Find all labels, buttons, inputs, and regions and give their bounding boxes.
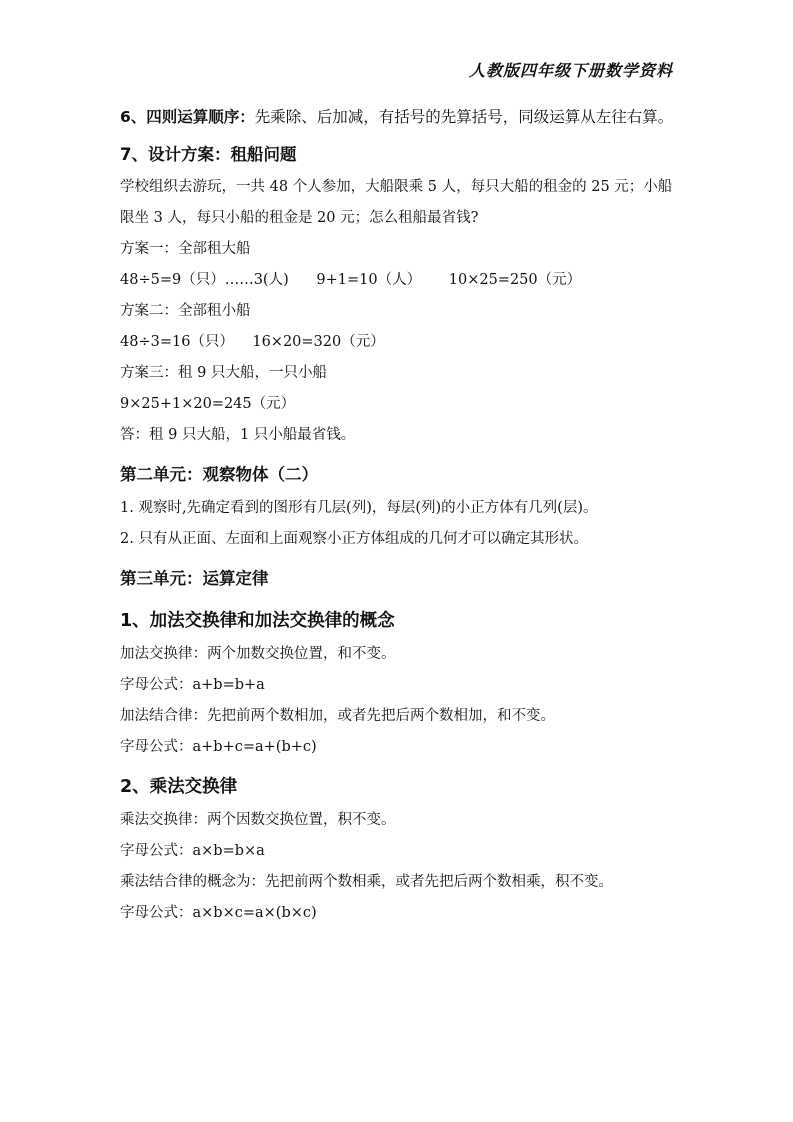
plan-3-label: 方案三：租 9 只大船，一只小船 [120, 365, 327, 381]
section-7-answer: 答：租 9 只大船，1 只小船最省钱。 [120, 427, 356, 443]
addition-commutative-law: 加法交换律：两个加数交换位置，和不变。 [120, 646, 396, 662]
unit-2-item: 2. 只有从正面、左面和上面观察小正方体组成的几何才可以确定其形状。 [120, 531, 588, 547]
multiplication-commutative-law: 乘法交换律：两个因数交换位置，积不变。 [120, 812, 396, 828]
plan-2-label: 方案二：全部租小船 [120, 303, 251, 319]
addition-associative-formula: 字母公式：a+b+c=a+(b+c) [120, 739, 317, 755]
page-header: 人教版四年级下册数学资料 [468, 61, 673, 80]
addition-associative-law: 加法结合律：先把前两个数相加，或者先把后两个数相加，和不变。 [120, 708, 555, 724]
multiplication-commutative-formula: 字母公式：a×b=b×a [120, 843, 265, 859]
document-body [120, 100, 676, 929]
section-7-title: 7、设计方案：租船问题 [120, 145, 297, 164]
section-7-problem: 学校组织去游玩，一共 48 个人参加，大船限乘 5 人，每只大船的租金的 25 元；小船限坐 3 人，每只小船的租金是 20 元；怎么租船最省钱? [120, 179, 673, 226]
plan-1-calculation: 48÷5=9（只）……3(人) 9+1=10（人） 10×25=250（元） [120, 272, 582, 288]
unit-3-title: 第三单元：运算定律 [120, 569, 269, 588]
section-6-title: 6、四则运算顺序： [120, 108, 255, 126]
plan-3-calculation: 9×25+1×20=245（元） [120, 396, 296, 412]
plan-2-calculation: 48÷3=16（只） 16×20=320（元） [120, 334, 385, 350]
multiplication-associative-formula: 字母公式：a×b×c=a×(b×c) [120, 905, 317, 921]
multiplication-associative-law: 乘法结合律的概念为：先把前两个数相乘，或者先把后两个数相乘，积不变。 [120, 874, 613, 890]
unit-3-sub-2-title: 2、乘法交换律 [120, 777, 238, 797]
section-6-text: 先乘除、后加减，有括号的先算括号，同级运算从左往右算。 [254, 108, 674, 126]
unit-2-item: 1. 观察时,先确定看到的图形有几层(列)，每层(列)的小正方体有几列(层)。 [120, 500, 598, 516]
addition-commutative-formula: 字母公式：a+b=b+a [120, 677, 265, 693]
unit-2-title: 第二单元：观察物体（二） [120, 465, 318, 484]
unit-3-sub-1-title: 1、加法交换律和加法交换律的概念 [120, 611, 395, 631]
section-6 [120, 100, 676, 134]
plan-1-label: 方案一：全部租大船 [120, 241, 251, 257]
